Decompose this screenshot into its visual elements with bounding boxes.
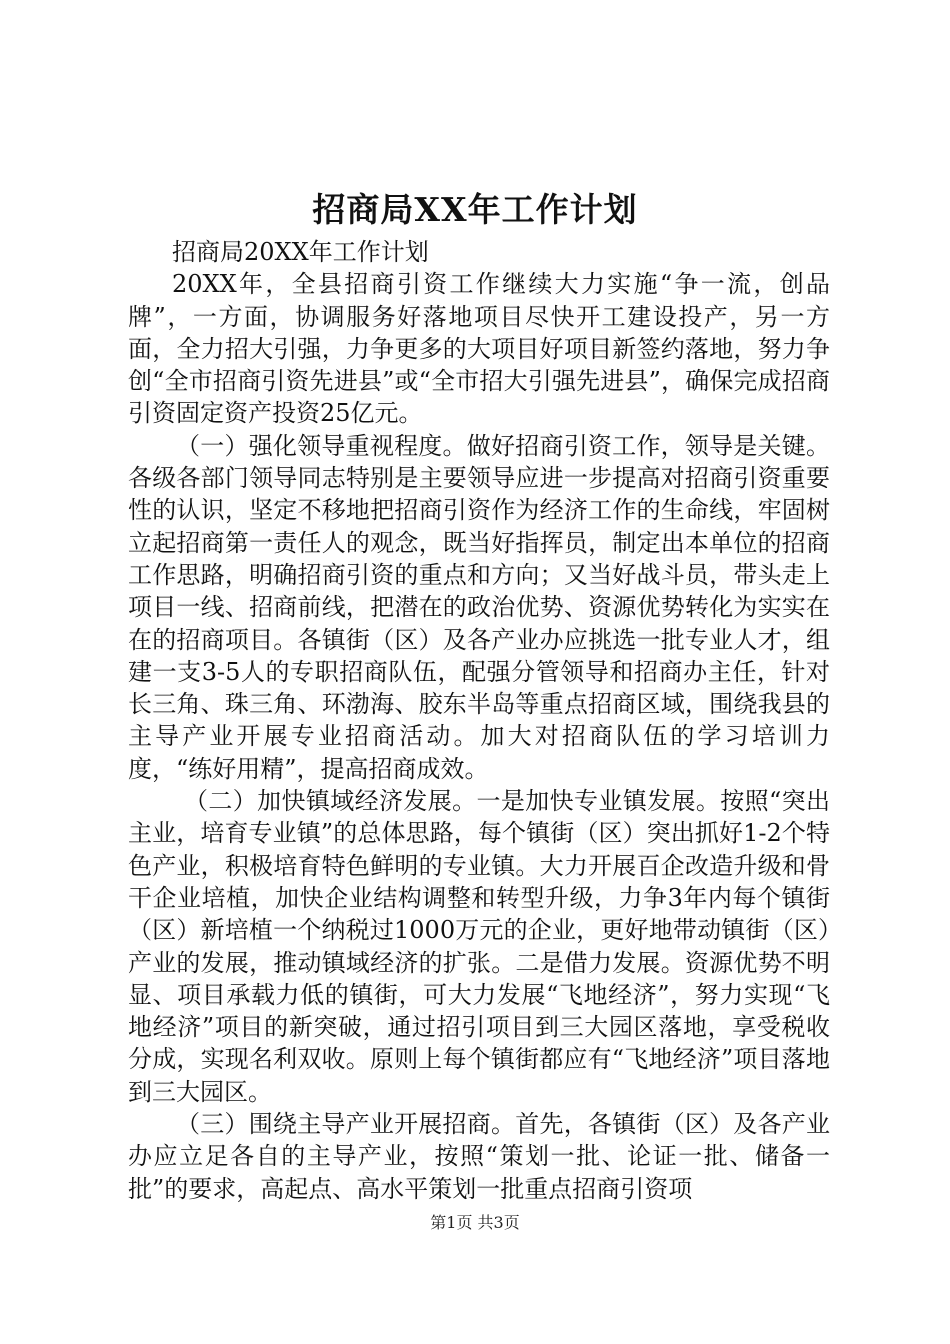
page-footer: 第1页 共3页 (430, 1213, 520, 1232)
document-body (128, 236, 830, 1205)
document-title: 招商局XX年工作计划 (312, 190, 638, 229)
section-3-paragraph: （三）围绕主导产业开展招商。首先，各镇街（区）及各产业办应立足各自的主导产业，按照“策划一批、论证一批、储备一批”的要求，高起点、高水平策划一批重点招商引资项 (128, 1110, 830, 1203)
section-2-paragraph: （二）加快镇域经济发展。一是加快专业镇发展。按照“突出主业，培育专业镇”的总体思路，每个镇街（区）突出抓好1-2个特色产业，积极培育特色鲜明的专业镇。大力开展百企改造升级和骨干企业培植，加快企业结构调整和转型升级，力争3年内每个镇街（区）新培植一个纳税过1000万元的企业，更好地带动镇街（区）产业的发展，推动镇域经济的扩张。二是借力发展。资源优势不明显、项目承载力低的镇街，可大力发展“飞地经济”，努力实现“飞地经济”项目的新突破，通过招引项目到三大园区落地，享受税收分成，实现名利双收。原则上每个镇街都应有“飞地经济”项目落地到三大园区。 (128, 787, 830, 1106)
intro-paragraph: 20XX年，全县招商引资工作继续大力实施“争一流，创品牌”，一方面，协调服务好落地项目尽快开工建设投产，另一方面，全力招大引强，力争更多的大项目好项目新签约落地，努力争创“全市招商引资先进县”或“全市招大引强先进县”，确保完成招商引资固定资产投资25亿元。 (128, 270, 830, 428)
subtitle-paragraph: 招商局20XX年工作计划 (172, 238, 429, 266)
section-1-paragraph: （一）强化领导重视程度。做好招商引资工作，领导是关键。各级各部门领导同志特别是主要领导应进一步提高对招商引资重要性的认识，坚定不移地把招商引资作为经济工作的生命线，牢固树立起招商第一责任人的观念，既当好指挥员，制定出本单位的招商工作思路，明确招商引资的重点和方向；又当好战斗员，带头走上项目一线、招商前线，把潜在的政治优势、资源优势转化为实实在在的招商项目。各镇街（区）及各产业办应挑选一批专业人才，组建一支3-5人的专职招商队伍，配强分管领导和招商办主任，针对长三角、珠三角、环渤海、胶东半岛等重点招商区域，围绕我县的主导产业开展专业招商活动。加大对招商队伍的学习培训力度，“练好用精”，提高招商成效。 (128, 431, 830, 783)
